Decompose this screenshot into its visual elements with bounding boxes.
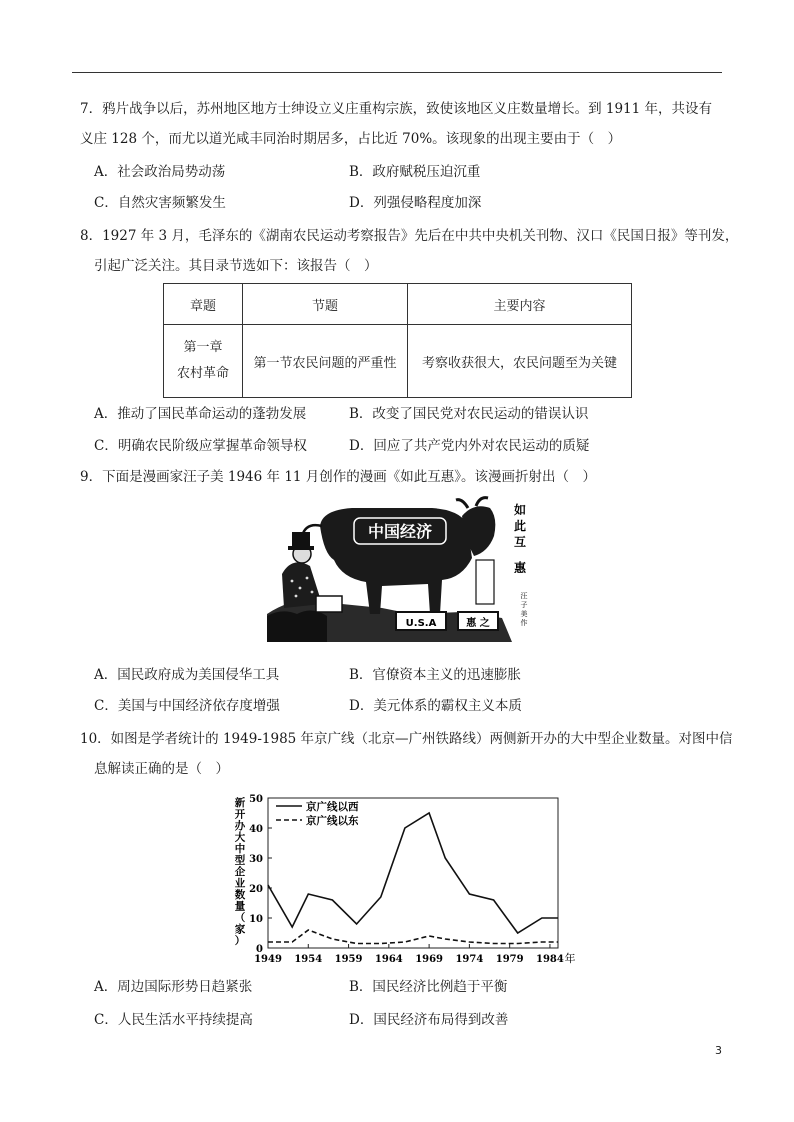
x-tick-label: 1954 — [294, 954, 323, 965]
q7-option-c[interactable]: C．自然灾害频繁发生 — [94, 195, 226, 211]
cartoon-title-char-4: 惠 — [513, 561, 527, 575]
y-tick-label: 40 — [249, 824, 263, 835]
q8-option-a[interactable]: A．推动了国民革命运动的蓬勃发展 — [94, 406, 307, 422]
q7-stem-line1: 7．鸦片战争以后，苏州地区地方士绅设立义庄重构宗族，致使该地区义庄数量增长。到 1911 年，共设有 — [80, 101, 713, 117]
cartoon-signature-1: 汪 — [520, 592, 528, 600]
chapter-line-2: 农村革命 — [176, 366, 229, 381]
cartoon-crate-text: U.S.A — [405, 618, 437, 629]
cartoon-cow-text: 中国经济 — [367, 522, 433, 541]
q10-option-b[interactable]: B．国民经济比例趋于平衡 — [349, 979, 508, 995]
y-axis-label-char: 中 — [234, 843, 246, 855]
q9-option-d[interactable]: D．美元体系的霸权主义本质 — [349, 698, 522, 714]
y-axis-label-char: 业 — [234, 877, 246, 890]
y-tick-label: 10 — [249, 914, 263, 925]
table-header-content: 主要内容 — [408, 284, 632, 325]
table-cell-content: 考察收获很大，农民问题至为关键 — [408, 325, 632, 398]
q9-option-a[interactable]: A．国民政府成为美国侵华工具 — [94, 667, 280, 683]
q8-stem-line1: 8．1927 年 3 月，毛泽东的《湖南农民运动考察报告》先后在中共中央机关刊物、汉口《民国日报》等刊发， — [80, 228, 739, 244]
y-axis-label-char: 企 — [234, 866, 246, 878]
y-axis-label-char: 开 — [234, 808, 246, 821]
x-tick-label: 1984 — [536, 954, 564, 965]
table-cell-section: 第一节农民问题的严重性 — [243, 325, 408, 398]
chapter-line-1: 第一章 — [183, 340, 223, 355]
cartoon-signature-2: 子 — [520, 601, 528, 609]
x-tick-label: 1969 — [415, 954, 444, 965]
page-number: 3 — [715, 1044, 722, 1057]
q8-option-d[interactable]: D．回应了共产党内外对农民运动的质疑 — [349, 438, 590, 454]
table-header-section: 节题 — [243, 284, 408, 325]
legend-label: 京广线以西 — [306, 801, 359, 813]
table-header-chapter: 章题 — [164, 284, 243, 325]
legend-label: 京广线以东 — [306, 815, 359, 827]
q7-stem-line2: 义庄 128 个，而尤以道光咸丰同治时期居多，占比近 70%。该现象的出现主要由于（ ） — [80, 131, 622, 147]
y-axis-label-char: 新 — [234, 797, 246, 809]
y-axis-label-char: （ — [234, 912, 246, 924]
q9-option-b[interactable]: B．官僚资本主义的迅速膨胀 — [349, 667, 521, 683]
y-axis-label-char: 家 — [234, 923, 246, 936]
q10-option-d[interactable]: D．国民经济布局得到改善 — [349, 1012, 509, 1028]
x-axis-label: 年 — [564, 952, 576, 965]
q8-option-c[interactable]: C．明确农民阶级应掌握革命领导权 — [94, 438, 307, 454]
q9-stem: 9．下面是漫画家汪子美 1946 年 11 月创作的漫画《如此互惠》。该漫画折射出（ ） — [80, 469, 597, 485]
y-axis-label-char: 数 — [234, 889, 246, 901]
y-axis-label-char: 办 — [234, 820, 246, 832]
cartoon-signature-3: 美 — [520, 610, 528, 618]
y-axis-label-char: ） — [234, 935, 246, 947]
y-axis-label-char: 量 — [234, 900, 246, 913]
q8-syllabus-table — [163, 283, 632, 398]
cartoon-signature-4: 作 — [520, 619, 528, 627]
y-tick-label: 30 — [249, 854, 263, 865]
q8-option-b[interactable]: B．改变了国民党对农民运动的错误认识 — [349, 406, 589, 422]
q10-stem-line2: 息解读正确的是（ ） — [94, 761, 229, 777]
series-line-east — [268, 930, 558, 944]
x-tick-label: 1974 — [455, 954, 484, 965]
cartoon-image — [262, 496, 536, 642]
q10-option-c[interactable]: C．人民生活水平持续提高 — [94, 1012, 253, 1028]
y-axis-label-char: 大 — [234, 831, 246, 844]
y-axis-label-char: 型 — [234, 854, 246, 867]
cartoon-title-char-3: 互 — [513, 535, 527, 549]
x-tick-label: 1959 — [334, 954, 363, 965]
q7-option-d[interactable]: D．列强侵略程度加深 — [349, 195, 482, 211]
q7-option-b[interactable]: B．政府赋税压迫沉重 — [349, 164, 481, 180]
header-rule — [72, 72, 722, 73]
cartoon-tag-text: 惠 之 — [466, 618, 490, 629]
q10-stem-line1: 10．如图是学者统计的 1949-1985 年京广线（北京—广州铁路线）两侧新开办的大中型企业数量。对图中信 — [80, 731, 733, 747]
enterprise-line-chart — [228, 788, 580, 972]
cartoon-title-char-2: 此 — [513, 519, 527, 533]
x-tick-label: 1964 — [374, 954, 403, 965]
x-tick-label: 1949 — [254, 954, 282, 965]
y-tick-label: 20 — [249, 884, 263, 895]
table-cell-chapter — [164, 325, 243, 398]
y-tick-label: 50 — [249, 794, 263, 805]
q7-option-a[interactable]: A．社会政治局势动荡 — [94, 164, 226, 180]
q9-option-c[interactable]: C．美国与中国经济依存度增强 — [94, 698, 280, 714]
q10-option-a[interactable]: A．周边国际形势日趋紧张 — [94, 979, 253, 995]
cartoon-title-char-1: 如 — [513, 503, 527, 517]
y-tick-label: 0 — [256, 944, 263, 955]
x-tick-label: 1979 — [495, 954, 524, 965]
q8-stem-line2: 引起广泛关注。其目录节选如下：该报告（ ） — [94, 258, 378, 274]
series-line-west — [268, 813, 558, 933]
